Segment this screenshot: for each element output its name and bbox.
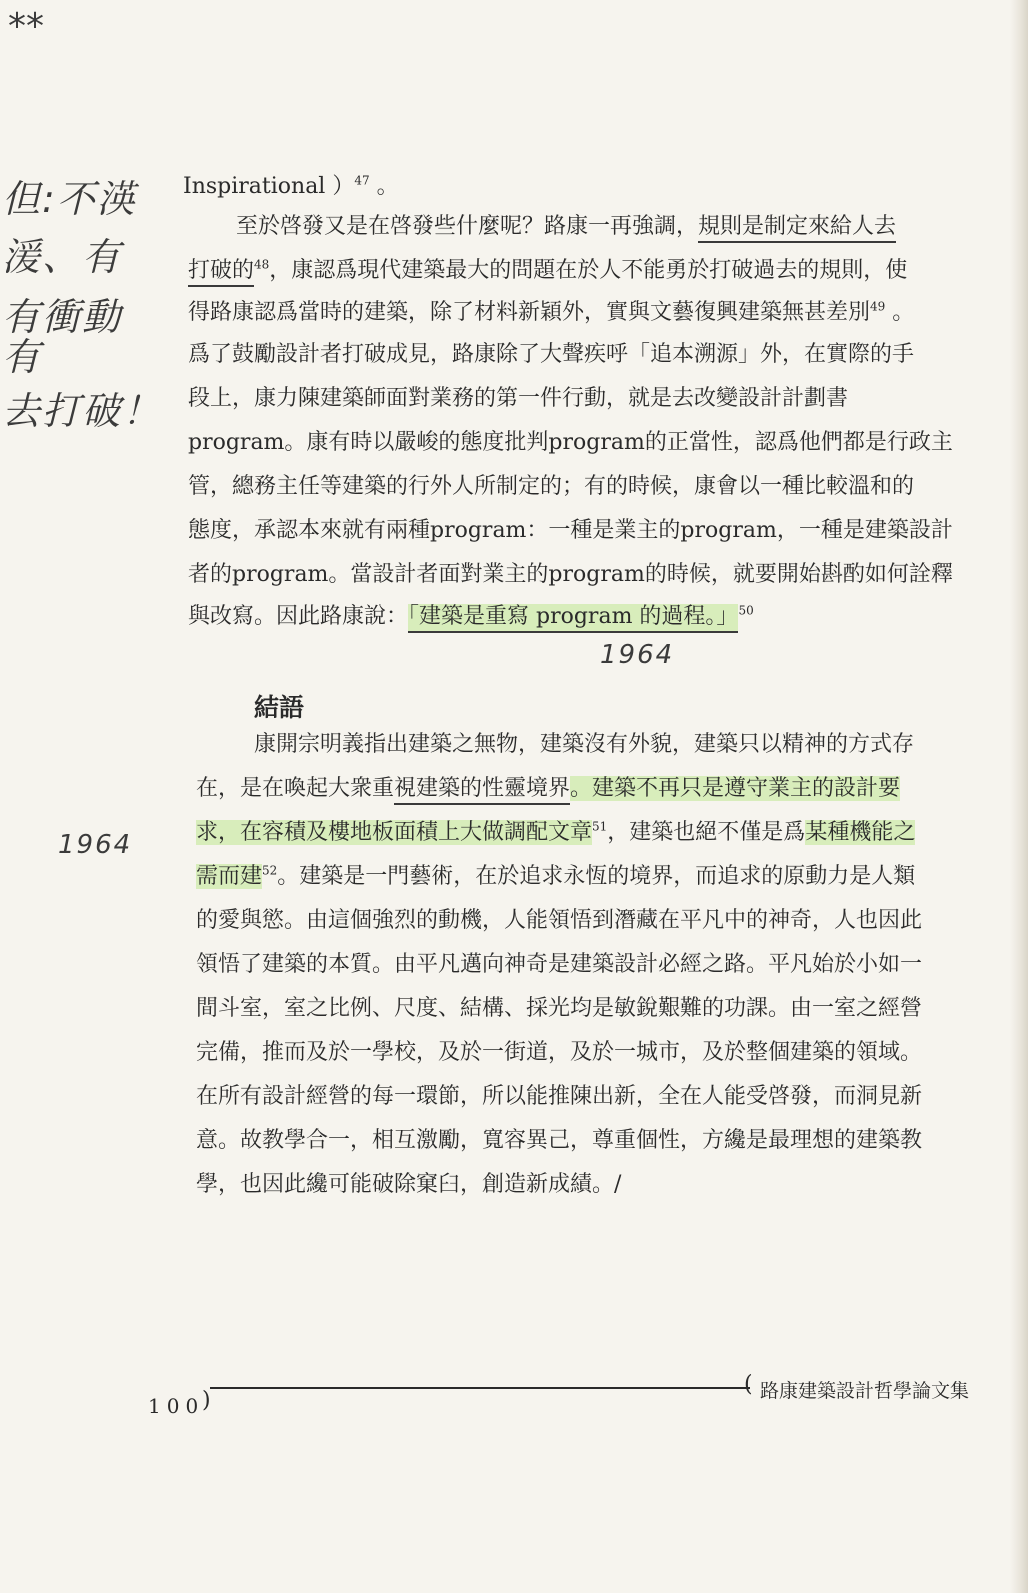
text-span: 態度，承認本來就有兩種program：一種是業主的program，一種是建築設計	[188, 518, 953, 543]
underlined-text: 規則是制定來給人去	[698, 214, 896, 243]
text-line	[188, 602, 754, 632]
handwritten-year-note: 1964	[600, 640, 675, 670]
running-footer-title: 路康建築設計哲學論文集	[760, 1380, 970, 1402]
corner-asterisk-mark: **	[8, 6, 44, 47]
handwritten-year-note: 1964	[58, 830, 133, 860]
text-span: 得路康認爲當時的建築，除了材料新穎外，實與文藝復興建築無甚差別	[188, 300, 871, 325]
text-line	[188, 560, 953, 590]
section-heading: 結語	[254, 693, 305, 722]
text-span: 爲了鼓勵設計者打破成見，路康除了大聲疾呼「追本溯源」外，在實際的手	[188, 342, 915, 367]
text-span: 與改寫。因此路康說：	[188, 604, 409, 629]
highlighted-text: 某種機能之	[805, 820, 916, 845]
text-line	[196, 1038, 922, 1068]
text-span: 領悟了建築的本質。由平凡邁向神奇是建築設計必經之路。平凡始於小如一	[196, 952, 923, 977]
text-span: ，康認爲現代建築最大的問題在於人不能勇於打破過去的規則，使	[269, 258, 908, 283]
footer-bracket-left: )	[202, 1388, 211, 1413]
footer-bracket-right: (	[744, 1372, 753, 1397]
text-span: program。康有時以嚴峻的態度批判program的正當性，認爲他們都是行政主	[188, 430, 953, 455]
text-line	[196, 950, 922, 980]
margin-note-line: 有	[2, 335, 43, 379]
text-span: 意。故教學合一，相互激勵，寬容異己，尊重個性，方纔是最理想的建築教	[196, 1128, 923, 1153]
text-span: 康開宗明義指出建築之無物，建築沒有外貌，建築只以精神的方式存	[254, 732, 915, 757]
text-line	[196, 774, 900, 804]
text-span: ，建築也絕不僅是爲	[607, 820, 806, 845]
margin-note-line: 去打破！	[2, 389, 163, 433]
footnote-ref: 50	[738, 603, 754, 618]
text-span: 在，是在喚起大衆重	[196, 776, 395, 801]
text-line	[254, 730, 914, 760]
text-span: 段上，康力陳建築師面對業務的第一件行動，就是去改變設計計劃書	[188, 386, 849, 411]
highlighted-text: 求，在容積及樓地板面積上大做調配文章	[196, 820, 593, 845]
footnote-ref: 51	[592, 819, 608, 834]
margin-note-line: 有衝動	[2, 295, 123, 339]
text-span: Inspirational ）	[183, 174, 355, 199]
highlighted-quote: 「建築是重寫 program 的過程。」	[408, 604, 738, 633]
text-span: 者的program。當設計者面對業主的program的時候，就要開始斟酌如何詮釋	[188, 562, 953, 587]
text-span: 管，總務主任等建築的行外人所制定的；有的時候，康會以一種比較溫和的	[188, 474, 915, 499]
text-line	[188, 384, 848, 414]
text-line	[196, 906, 922, 936]
text-line	[188, 340, 914, 370]
text-line	[188, 516, 953, 546]
footnote-ref: 48	[254, 257, 270, 272]
text-span: 間斗室，室之比例、尺度、結構、採光均是敏銳艱難的功課。由一室之經營	[196, 996, 923, 1021]
text-span: 。	[369, 174, 399, 199]
text-line	[196, 1126, 922, 1156]
text-span: 完備，推而及於一學校，及於一街道，及於一城市，及於整個建築的領域。	[196, 1040, 923, 1065]
text-span: 學，也因此纔可能破除窠臼，創造新成績。/	[196, 1172, 622, 1197]
footnote-ref: 52	[262, 863, 278, 878]
text-span: 至於啓發又是在啓發些什麼呢？路康一再強調，	[236, 214, 699, 239]
text-span: 。建築是一門藝術，在於追求永恆的境界，而追求的原動力是人類	[277, 864, 916, 889]
footnote-ref: 49	[870, 299, 886, 314]
footer-rule	[210, 1387, 750, 1389]
text-span: 。	[885, 300, 915, 325]
text-line	[188, 428, 953, 458]
footnote-ref: 47	[354, 173, 370, 188]
highlighted-text: 需而建	[196, 864, 263, 889]
page-number: 100	[148, 1394, 205, 1418]
text-line	[236, 212, 896, 242]
text-line	[196, 994, 922, 1024]
text-line	[196, 1170, 621, 1200]
text-line	[188, 472, 914, 502]
text-line	[196, 818, 915, 848]
text-line	[188, 256, 907, 286]
page-edge	[1010, 0, 1028, 1593]
margin-note-line: 但:不渶	[2, 177, 137, 221]
underlined-text: 打破的	[188, 258, 254, 287]
text-line	[183, 172, 399, 202]
underlined-text: 視建築的性靈境界	[394, 776, 570, 805]
text-span: 在所有設計經營的每一環節，所以能推陳出新，全在人能受啓發，而洞見新	[196, 1084, 923, 1109]
text-line	[196, 1082, 922, 1112]
text-line	[196, 862, 915, 892]
margin-note-line: 湲、有	[2, 235, 123, 279]
text-span: 的愛與慾。由這個強烈的動機，人能領悟到潛藏在平凡中的神奇，人也因此	[196, 908, 923, 933]
highlighted-text: 。建築不再只是遵守業主的設計要	[570, 776, 901, 801]
text-line	[188, 298, 914, 328]
